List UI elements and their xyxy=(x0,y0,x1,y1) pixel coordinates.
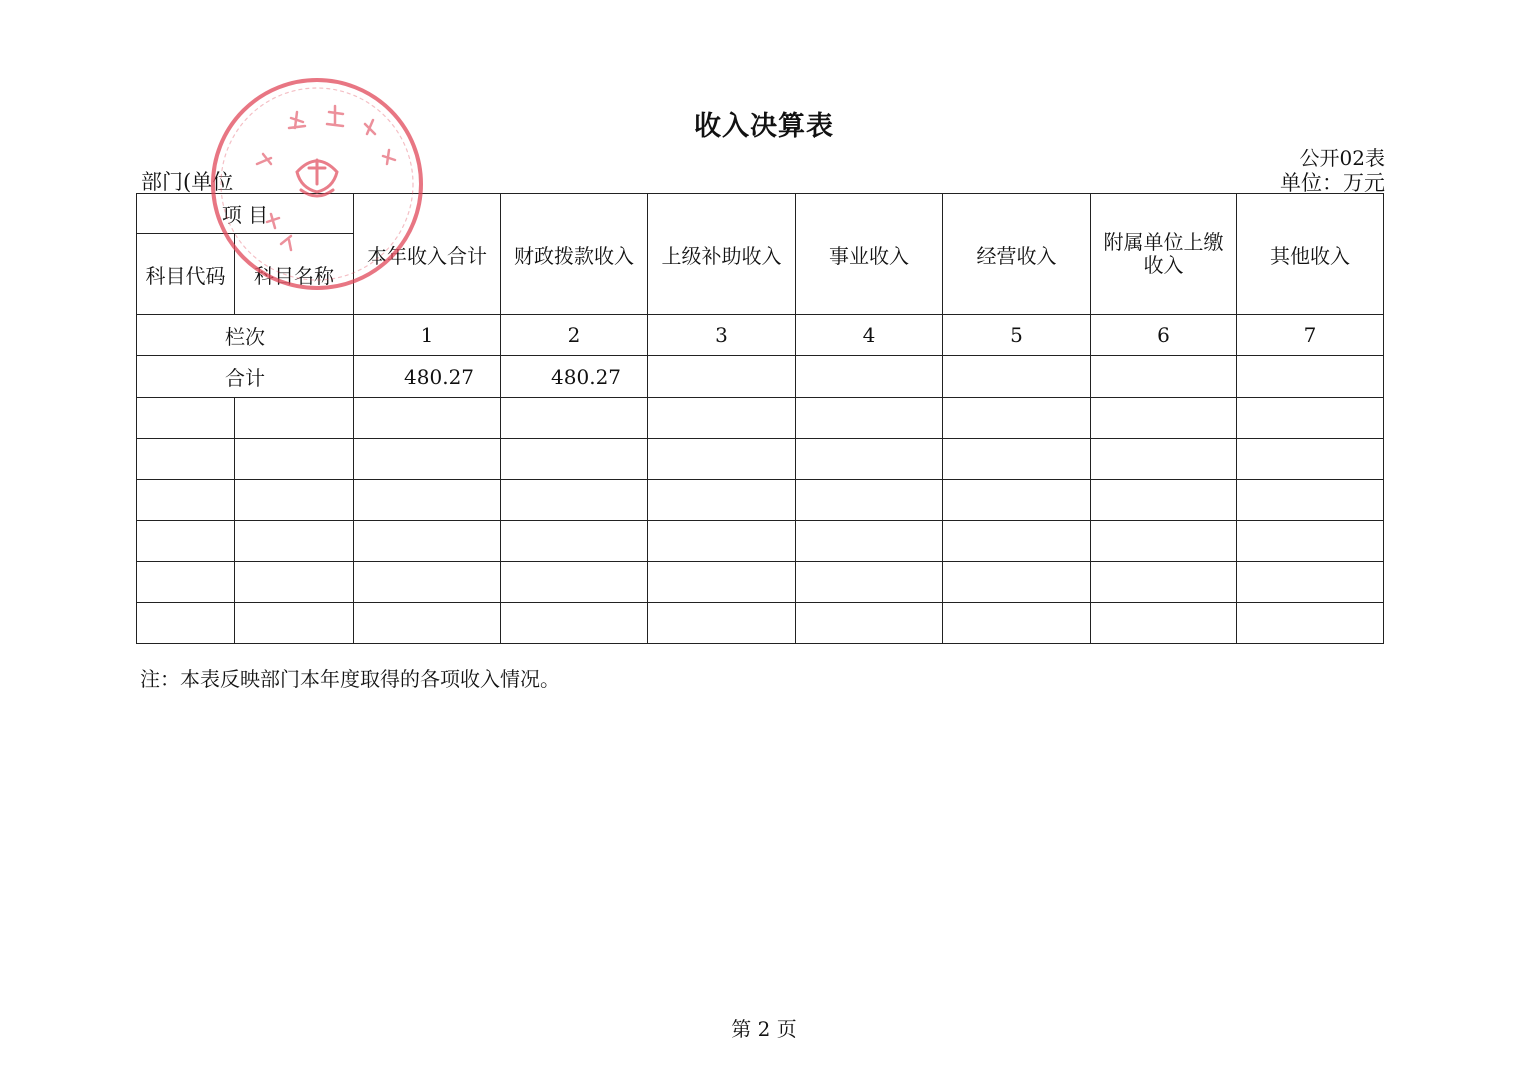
header-subject-name: 科目名称 xyxy=(235,234,354,315)
table-cell xyxy=(1237,521,1384,562)
column-number: 3 xyxy=(648,315,796,356)
department-label: 部门(单位 xyxy=(141,170,234,194)
column-number: 5 xyxy=(943,315,1091,356)
total-value xyxy=(648,356,796,398)
table-cell xyxy=(648,521,796,562)
table-cell xyxy=(235,398,354,439)
table-cell xyxy=(354,480,501,521)
table-cell xyxy=(796,439,943,480)
table-cell xyxy=(1091,439,1237,480)
header-project: 项 目 xyxy=(137,194,354,234)
table-cell xyxy=(943,480,1091,521)
header-col-4: 事业收入 xyxy=(796,194,943,315)
table-cell xyxy=(1091,398,1237,439)
header-col-1: 本年收入合计 xyxy=(354,194,501,315)
table-cell xyxy=(1237,480,1384,521)
table-cell xyxy=(235,480,354,521)
table-cell xyxy=(137,562,235,603)
total-value xyxy=(796,356,943,398)
table-cell xyxy=(354,439,501,480)
seal-emblem xyxy=(297,160,337,196)
table-cell xyxy=(1237,398,1384,439)
table-cell xyxy=(943,603,1091,644)
table-cell xyxy=(1091,603,1237,644)
document-title: 收入决算表 xyxy=(694,111,834,142)
table-cell xyxy=(501,562,648,603)
table-cell xyxy=(137,480,235,521)
table-cell xyxy=(943,398,1091,439)
table-row xyxy=(137,521,1384,562)
table-cell xyxy=(1237,562,1384,603)
table-cell xyxy=(1237,439,1384,480)
table-cell xyxy=(501,439,648,480)
table-cell xyxy=(648,398,796,439)
table-cell xyxy=(648,480,796,521)
table-row xyxy=(137,398,1384,439)
table-cell xyxy=(137,603,235,644)
total-value xyxy=(943,356,1091,398)
table-cell xyxy=(501,521,648,562)
table-cell xyxy=(501,398,648,439)
header-col-5: 经营收入 xyxy=(943,194,1091,315)
header-col-6: 附属单位上缴收入 xyxy=(1091,194,1237,315)
page-number: 第 2 页 xyxy=(731,1017,797,1041)
table-row xyxy=(137,439,1384,480)
table-note: 注：本表反映部门本年度取得的各项收入情况。 xyxy=(140,667,560,691)
table-cell xyxy=(648,439,796,480)
table-cell xyxy=(235,521,354,562)
header-col-3: 上级补助收入 xyxy=(648,194,796,315)
table-cell xyxy=(648,562,796,603)
table-cell xyxy=(235,562,354,603)
total-value xyxy=(1237,356,1384,398)
table-cell xyxy=(501,603,648,644)
table-cell xyxy=(943,521,1091,562)
table-cell xyxy=(1091,562,1237,603)
form-number: 公开02表 xyxy=(1299,146,1385,170)
table-cell xyxy=(354,603,501,644)
table-cell xyxy=(796,521,943,562)
table-cell xyxy=(354,398,501,439)
total-value xyxy=(1091,356,1237,398)
table-row xyxy=(137,480,1384,521)
table-cell xyxy=(354,521,501,562)
header-col-7: 其他收入 xyxy=(1237,194,1384,315)
table-cell xyxy=(235,439,354,480)
column-number: 1 xyxy=(354,315,501,356)
column-index-label: 栏次 xyxy=(137,315,354,356)
column-number: 2 xyxy=(501,315,648,356)
table-cell xyxy=(235,603,354,644)
column-number: 7 xyxy=(1237,315,1384,356)
header-col-2: 财政拨款收入 xyxy=(501,194,648,315)
total-value: 480.27 xyxy=(354,356,501,398)
table-cell xyxy=(796,480,943,521)
table-cell xyxy=(354,562,501,603)
table-cell xyxy=(796,603,943,644)
table-row xyxy=(137,562,1384,603)
table-cell xyxy=(943,439,1091,480)
table-cell xyxy=(796,398,943,439)
total-value: 480.27 xyxy=(501,356,648,398)
income-table xyxy=(136,193,1384,644)
table-cell xyxy=(137,439,235,480)
total-label: 合计 xyxy=(137,356,354,398)
header-subject-code: 科目代码 xyxy=(137,234,235,315)
table-cell xyxy=(1091,480,1237,521)
table-cell xyxy=(501,480,648,521)
table-row xyxy=(137,603,1384,644)
table-cell xyxy=(796,562,943,603)
unit-label: 单位：万元 xyxy=(1280,171,1385,195)
column-number: 6 xyxy=(1091,315,1237,356)
table-cell xyxy=(1091,521,1237,562)
table-cell xyxy=(137,398,235,439)
table-cell xyxy=(943,562,1091,603)
table-cell xyxy=(137,521,235,562)
table-cell xyxy=(1237,603,1384,644)
table-cell xyxy=(648,603,796,644)
column-number: 4 xyxy=(796,315,943,356)
